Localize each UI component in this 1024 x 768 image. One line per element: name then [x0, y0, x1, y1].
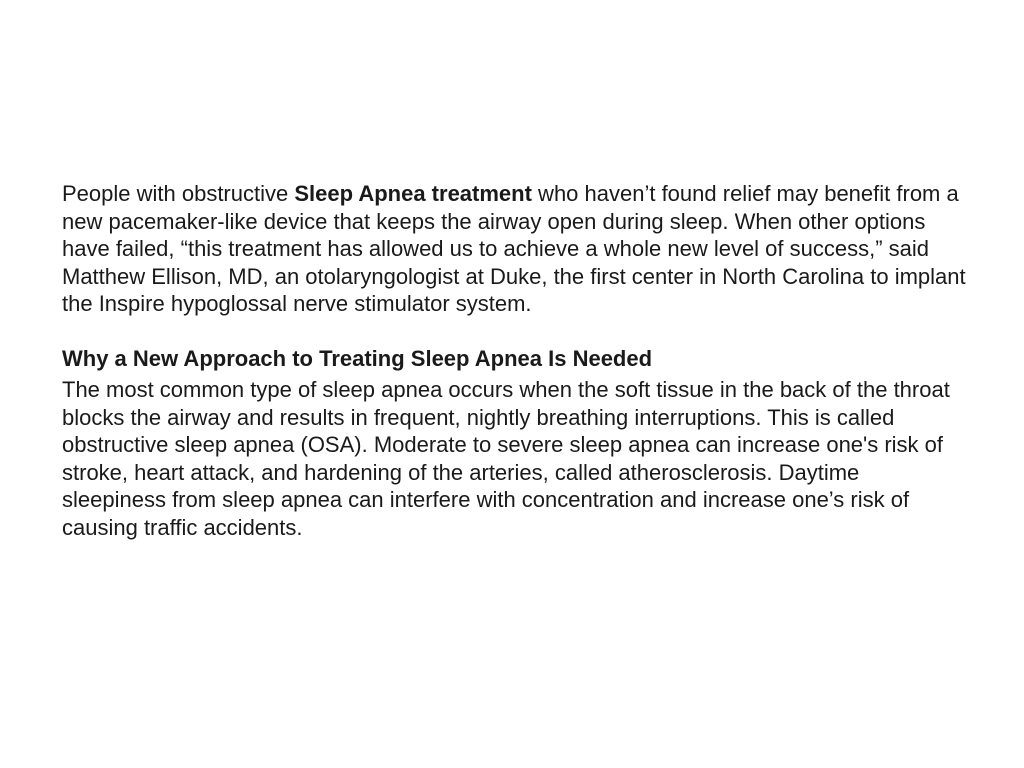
intro-prefix: People with obstructive	[62, 181, 295, 206]
intro-paragraph	[62, 180, 967, 318]
intro-bold-term: Sleep Apnea treatment	[294, 181, 532, 206]
intro-suffix: who haven’t found relief may benefit from a new pacemaker-like device that keeps the airway open during sleep. When other options have failed, “this treatment has allowed us to achieve a whole new level of success,” said Matthew Ellison, MD, an otolaryngologist at Duke, the first center in North Carolina to implant the Inspire hypoglossal nerve stimulator system.	[62, 181, 966, 316]
slide-content	[62, 180, 967, 541]
section-body: The most common type of sleep apnea occurs when the soft tissue in the back of the throat blocks the airway and results in frequent, nightly breathing interruptions. This is called obstructive sleep apnea (OSA). Moderate to severe sleep apnea can increase one's risk of stroke, heart attack, and hardening of the arteries, called atherosclerosis. Daytime sleepiness from sleep apnea can interfere with concentration and increase one’s risk of causing traffic accidents.	[62, 377, 950, 540]
section-heading: Why a New Approach to Treating Sleep Apnea Is Needed	[62, 345, 653, 371]
